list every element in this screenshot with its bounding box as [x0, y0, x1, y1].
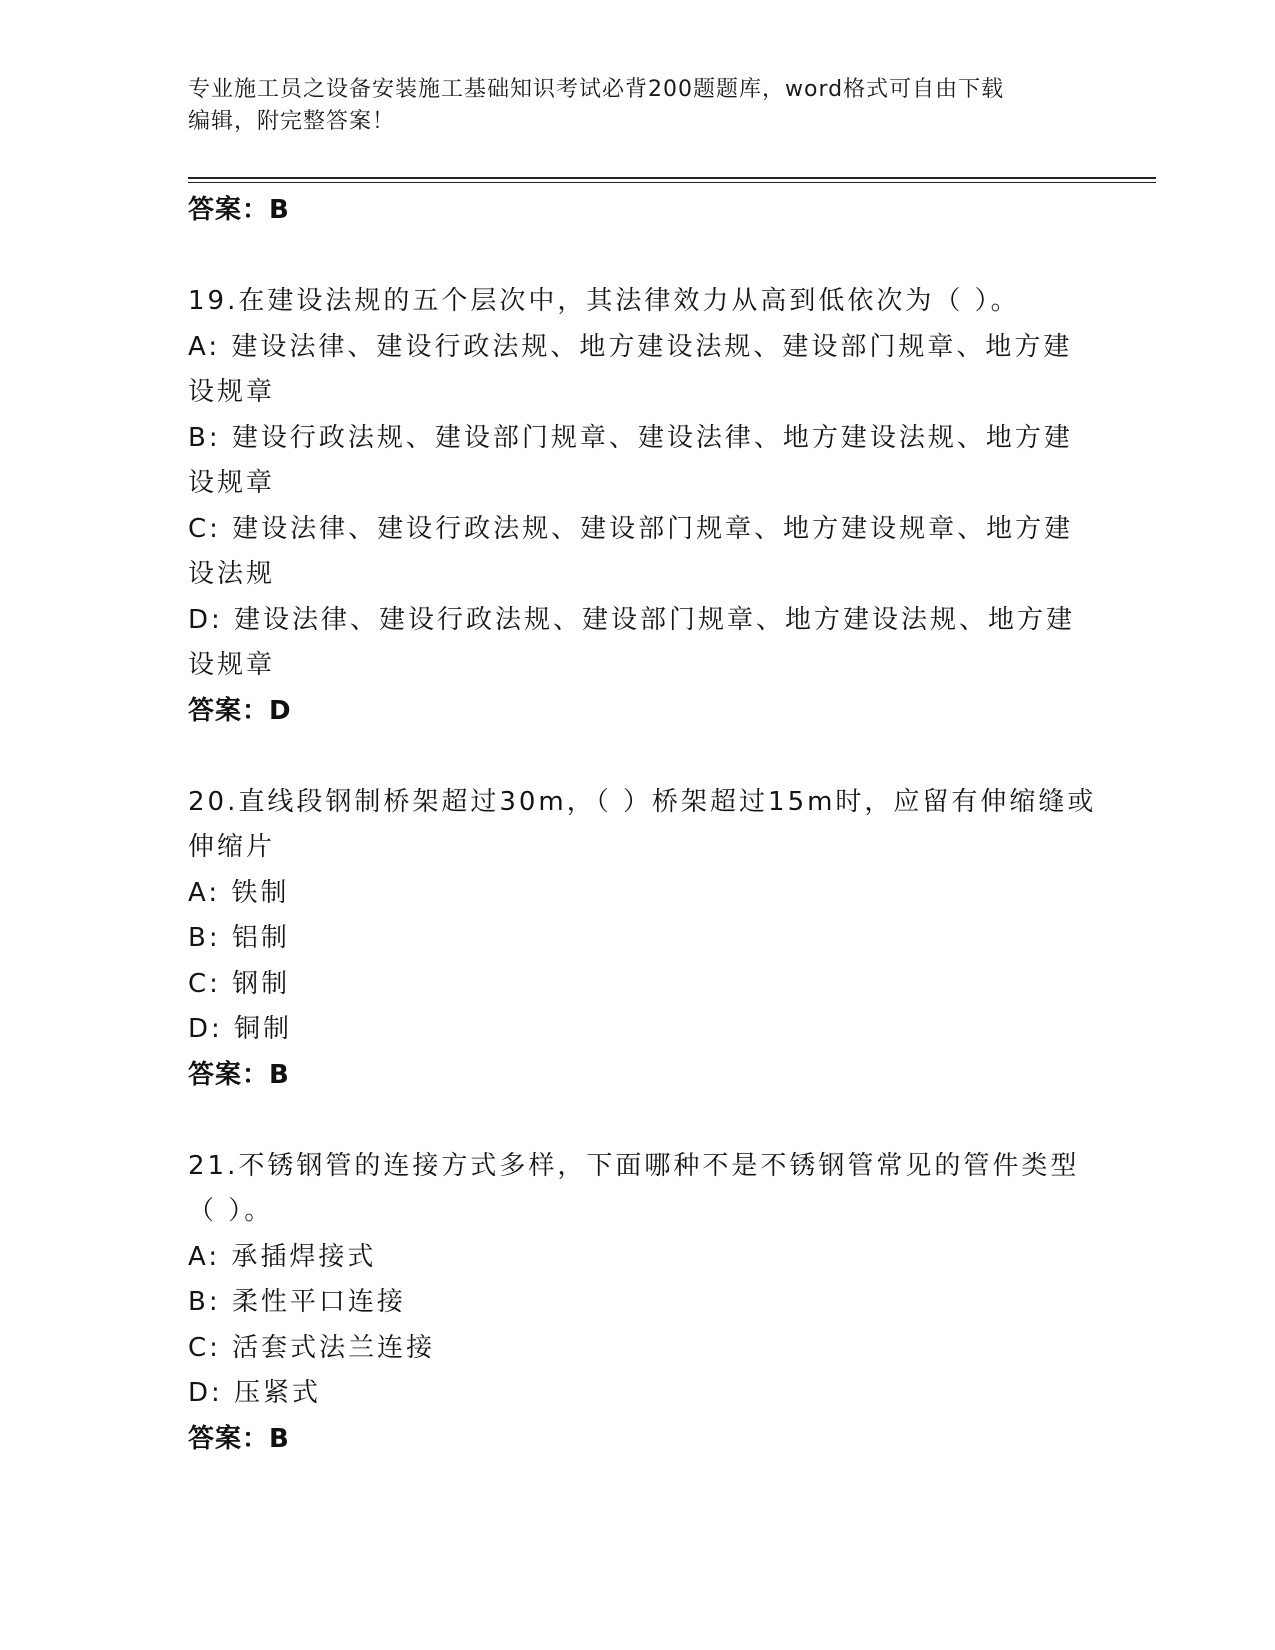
- question-stem-continued: （ ）。: [188, 1196, 274, 1226]
- question-stem: 20.直线段钢制桥架超过30m，（ ）桥架超过15m时，应留有伸缩缝或: [188, 786, 1097, 817]
- option-b: B: 建设行政法规、建设部门规章、建设法律、地方建设法规、地方建: [188, 422, 1073, 453]
- spacer: [188, 734, 1088, 780]
- page-header: [188, 74, 1088, 138]
- answer: 答案：D: [188, 695, 292, 726]
- answer: 答案：B: [188, 1059, 290, 1090]
- document-body: [188, 188, 1097, 1462]
- option-a: A: 铁制: [188, 877, 290, 908]
- question-stem-continued: 伸缩片: [188, 832, 276, 862]
- answer: 答案：B: [188, 1423, 290, 1454]
- option-c: C: 活套式法兰连接: [188, 1332, 436, 1363]
- header-line-1: 专业施工员之设备安装施工基础知识考试必背200题题库，word格式可自由下载: [188, 77, 1005, 102]
- option-b: B: 柔性平口连接: [188, 1287, 406, 1317]
- option-b: B: 铝制: [188, 923, 290, 953]
- question-stem: 19.在建设法规的五个层次中，其法律效力从高到低依次为（ ）。: [188, 286, 1020, 316]
- option-d: D: 铜制: [188, 1014, 293, 1044]
- spacer: [188, 1098, 1088, 1144]
- header-divider: [188, 177, 1156, 183]
- option-d: D: 建设法律、建设行政法规、建设部门规章、地方建设法规、地方建: [188, 604, 1076, 635]
- option-d: D: 压紧式: [188, 1378, 322, 1408]
- option-a-continued: 设规章: [188, 377, 276, 407]
- option-c-continued: 设法规: [188, 559, 276, 589]
- question-block: [188, 780, 1097, 1099]
- question-block: [188, 279, 1088, 734]
- option-c: C: 钢制: [188, 968, 291, 999]
- option-a: A: 建设法律、建设行政法规、地方建设法规、建设部门规章、地方建: [188, 331, 1073, 362]
- option-d-continued: 设规章: [188, 650, 276, 680]
- option-c: C: 建设法律、建设行政法规、建设部门规章、地方建设规章、地方建: [188, 513, 1074, 544]
- spacer: [188, 234, 1088, 280]
- option-a: A: 承插焊接式: [188, 1241, 377, 1272]
- previous-answer: 答案：B: [188, 195, 290, 225]
- question-stem: 21.不锈钢管的连接方式多样，下面哪种不是不锈钢管常见的管件类型: [188, 1150, 1080, 1181]
- question-block: [188, 1144, 1088, 1463]
- option-b-continued: 设规章: [188, 468, 276, 498]
- header-line-2: 编辑，附完整答案！: [188, 109, 396, 134]
